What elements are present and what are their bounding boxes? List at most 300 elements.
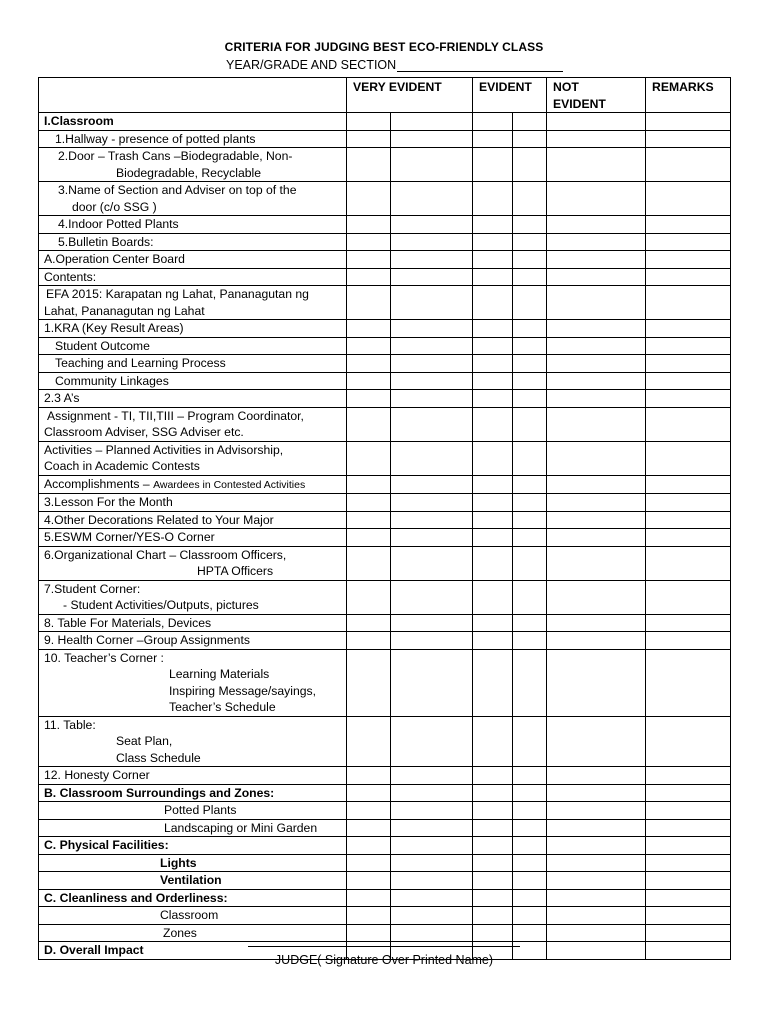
not-evident-cell[interactable] [547, 716, 646, 767]
table-row [39, 337, 731, 355]
table-row [39, 372, 731, 390]
criteria-label: Zones [39, 924, 347, 942]
evident-cell[interactable] [513, 546, 547, 580]
very-evident-cell[interactable] [391, 113, 473, 131]
evident-cell[interactable] [513, 632, 547, 650]
year-grade-section-field [226, 58, 563, 72]
evident-cell[interactable] [513, 251, 547, 269]
table-row [39, 907, 731, 925]
evident-cell[interactable] [513, 475, 547, 494]
very-evident-cell[interactable] [347, 511, 391, 529]
evident-cell[interactable] [513, 355, 547, 373]
very-evident-cell[interactable] [347, 216, 391, 234]
remarks-cell[interactable] [646, 872, 731, 890]
evident-cell[interactable] [513, 716, 547, 767]
very-evident-cell[interactable] [347, 390, 391, 408]
not-evident-cell[interactable] [547, 337, 646, 355]
table-row [39, 580, 731, 614]
very-evident-cell[interactable] [347, 268, 391, 286]
criteria-label: 12. Honesty Corner [39, 767, 347, 785]
criteria-label: C. Cleanliness and Orderliness: [39, 889, 347, 907]
not-evident-cell[interactable] [547, 372, 646, 390]
criteria-label: Ventilation [39, 872, 347, 890]
not-evident-cell[interactable] [547, 854, 646, 872]
remarks-cell[interactable] [646, 924, 731, 942]
not-evident-cell[interactable] [547, 390, 646, 408]
criteria-label: 3.Lesson For the Month [39, 494, 347, 512]
remarks-cell[interactable] [646, 182, 731, 216]
remarks-cell[interactable] [646, 529, 731, 547]
evident-cell[interactable] [473, 767, 513, 785]
very-evident-cell[interactable] [347, 148, 391, 182]
evident-cell[interactable] [513, 216, 547, 234]
very-evident-cell[interactable] [347, 337, 391, 355]
signature-line[interactable] [248, 946, 520, 947]
not-evident-header: NOT EVIDENT [547, 78, 646, 113]
very-evident-cell[interactable] [391, 580, 473, 614]
table-row [39, 148, 731, 182]
evident-cell[interactable] [473, 182, 513, 216]
table-row [39, 494, 731, 512]
very-evident-cell[interactable] [391, 716, 473, 767]
evident-cell[interactable] [473, 907, 513, 925]
not-evident-cell[interactable] [547, 286, 646, 320]
table-row [39, 784, 731, 802]
evident-cell[interactable] [473, 494, 513, 512]
very-evident-cell[interactable] [391, 286, 473, 320]
criteria-label: 11. Table: Seat Plan, Class Schedule [39, 716, 347, 767]
criteria-label: 1.Hallway - presence of potted plants [39, 130, 347, 148]
evident-cell[interactable] [473, 649, 513, 716]
very-evident-cell[interactable] [391, 494, 473, 512]
evident-cell[interactable] [513, 372, 547, 390]
evident-cell[interactable] [473, 233, 513, 251]
evident-cell[interactable] [513, 837, 547, 855]
very-evident-cell[interactable] [391, 475, 473, 494]
very-evident-cell[interactable] [391, 837, 473, 855]
table-row [39, 546, 731, 580]
very-evident-cell[interactable] [391, 819, 473, 837]
evident-cell[interactable] [473, 475, 513, 494]
table-row [39, 216, 731, 234]
table-row [39, 529, 731, 547]
criteria-label: 6.Organizational Chart – Classroom Officers, HPTA Officers [39, 546, 347, 580]
evident-cell[interactable] [513, 649, 547, 716]
remarks-cell[interactable] [646, 889, 731, 907]
remarks-cell[interactable] [646, 802, 731, 820]
evident-cell[interactable] [513, 889, 547, 907]
not-evident-cell[interactable] [547, 251, 646, 269]
evident-cell[interactable] [513, 337, 547, 355]
criteria-label: 5.ESWM Corner/YES-O Corner [39, 529, 347, 547]
very-evident-cell[interactable] [347, 632, 391, 650]
evident-cell[interactable] [473, 372, 513, 390]
evident-cell[interactable] [473, 251, 513, 269]
criteria-label: A.Operation Center Board [39, 251, 347, 269]
evident-cell[interactable] [473, 837, 513, 855]
very-evident-cell[interactable] [391, 372, 473, 390]
table-row [39, 286, 731, 320]
evident-cell[interactable] [513, 511, 547, 529]
table-row [39, 767, 731, 785]
not-evident-cell[interactable] [547, 233, 646, 251]
remarks-cell[interactable] [646, 233, 731, 251]
evident-cell[interactable] [473, 320, 513, 338]
remarks-cell[interactable] [646, 216, 731, 234]
remarks-cell[interactable] [646, 148, 731, 182]
not-evident-cell[interactable] [547, 924, 646, 942]
criteria-label: Accomplishments – Awardees in Contested Activities [39, 475, 347, 494]
table-row [39, 802, 731, 820]
very-evident-cell[interactable] [347, 320, 391, 338]
criteria-label: 4.Other Decorations Related to Your Major [39, 511, 347, 529]
very-evident-cell[interactable] [347, 355, 391, 373]
criteria-label: 8. Table For Materials, Devices [39, 614, 347, 632]
remarks-cell[interactable] [646, 942, 731, 960]
not-evident-cell[interactable] [547, 632, 646, 650]
very-evident-cell[interactable] [347, 286, 391, 320]
evident-cell[interactable] [473, 441, 513, 475]
evident-cell[interactable] [513, 407, 547, 441]
judge-signature-label: JUDGE( Signature Over Printed Name) [274, 953, 494, 967]
evident-cell[interactable] [513, 494, 547, 512]
evident-cell[interactable] [513, 802, 547, 820]
criteria-label: Student Outcome [39, 337, 347, 355]
not-evident-cell[interactable] [547, 907, 646, 925]
not-evident-cell[interactable] [547, 130, 646, 148]
very-evident-cell[interactable] [347, 767, 391, 785]
very-evident-cell[interactable] [347, 546, 391, 580]
evident-cell[interactable] [513, 767, 547, 785]
table-row [39, 889, 731, 907]
remarks-cell[interactable] [646, 546, 731, 580]
very-evident-cell[interactable] [347, 872, 391, 890]
very-evident-cell[interactable] [391, 546, 473, 580]
evident-cell[interactable] [473, 148, 513, 182]
very-evident-cell[interactable] [391, 216, 473, 234]
very-evident-cell[interactable] [347, 233, 391, 251]
very-evident-cell[interactable] [347, 907, 391, 925]
remarks-cell[interactable] [646, 372, 731, 390]
evident-cell[interactable] [473, 511, 513, 529]
very-evident-cell[interactable] [347, 889, 391, 907]
very-evident-cell[interactable] [347, 649, 391, 716]
very-evident-cell[interactable] [347, 475, 391, 494]
criteria-label: 10. Teacher’s Corner : Learning Materials Inspiring Message/sayings, Teacher’s Schedule [39, 649, 347, 716]
very-evident-cell[interactable] [391, 337, 473, 355]
criteria-label: Community Linkages [39, 372, 347, 390]
evident-cell[interactable] [473, 889, 513, 907]
table-row [39, 251, 731, 269]
very-evident-header: VERY EVIDENT [347, 78, 473, 113]
very-evident-cell[interactable] [347, 716, 391, 767]
very-evident-cell[interactable] [391, 511, 473, 529]
remarks-cell[interactable] [646, 286, 731, 320]
remarks-cell[interactable] [646, 632, 731, 650]
evident-cell[interactable] [473, 854, 513, 872]
criteria-label: 2.3 A’s [39, 390, 347, 408]
not-evident-cell[interactable] [547, 268, 646, 286]
not-evident-cell[interactable] [547, 511, 646, 529]
criteria-table [38, 77, 731, 960]
remarks-cell[interactable] [646, 390, 731, 408]
evident-cell[interactable] [513, 784, 547, 802]
evident-cell[interactable] [473, 355, 513, 373]
criteria-label: 5.Bulletin Boards: [39, 233, 347, 251]
not-evident-cell[interactable] [547, 767, 646, 785]
remarks-cell[interactable] [646, 407, 731, 441]
evident-cell[interactable] [473, 632, 513, 650]
evident-cell[interactable] [473, 580, 513, 614]
criteria-label: 3.Name of Section and Adviser on top of the door (c/o SSG ) [39, 182, 347, 216]
table-row [39, 819, 731, 837]
very-evident-cell[interactable] [347, 372, 391, 390]
evident-cell[interactable] [473, 216, 513, 234]
evident-cell[interactable] [513, 872, 547, 890]
very-evident-cell[interactable] [391, 784, 473, 802]
evident-cell[interactable] [473, 614, 513, 632]
table-row [39, 441, 731, 475]
not-evident-cell[interactable] [547, 216, 646, 234]
very-evident-cell[interactable] [391, 390, 473, 408]
evident-cell[interactable] [473, 529, 513, 547]
remarks-cell[interactable] [646, 784, 731, 802]
very-evident-cell[interactable] [391, 802, 473, 820]
criteria-label: B. Classroom Surroundings and Zones: [39, 784, 347, 802]
table-row [39, 716, 731, 767]
evident-cell[interactable] [513, 441, 547, 475]
criteria-label: 9. Health Corner –Group Assignments [39, 632, 347, 650]
criteria-label: Landscaping or Mini Garden [39, 819, 347, 837]
evident-cell[interactable] [473, 130, 513, 148]
evident-cell[interactable] [473, 924, 513, 942]
very-evident-cell[interactable] [391, 924, 473, 942]
table-row [39, 872, 731, 890]
not-evident-cell[interactable] [547, 802, 646, 820]
evident-cell[interactable] [513, 233, 547, 251]
remarks-cell[interactable] [646, 268, 731, 286]
criteria-label: Contents: [39, 268, 347, 286]
evident-cell[interactable] [473, 113, 513, 131]
criteria-label: 7.Student Corner: - Student Activities/Outputs, pictures [39, 580, 347, 614]
evident-cell[interactable] [473, 802, 513, 820]
table-row [39, 407, 731, 441]
very-evident-cell[interactable] [391, 130, 473, 148]
very-evident-cell[interactable] [391, 614, 473, 632]
evident-cell[interactable] [513, 580, 547, 614]
remarks-cell[interactable] [646, 767, 731, 785]
not-evident-cell[interactable] [547, 407, 646, 441]
very-evident-cell[interactable] [347, 924, 391, 942]
very-evident-cell[interactable] [347, 130, 391, 148]
not-evident-cell[interactable] [547, 113, 646, 131]
evident-cell[interactable] [473, 819, 513, 837]
evident-cell[interactable] [513, 819, 547, 837]
not-evident-cell[interactable] [547, 355, 646, 373]
very-evident-cell[interactable] [347, 784, 391, 802]
table-row [39, 924, 731, 942]
not-evident-cell[interactable] [547, 784, 646, 802]
table-row [39, 130, 731, 148]
criteria-label: Assignment - TI, TII,TIII – Program Coordinator, Classroom Adviser, SSG Adviser etc. [39, 407, 347, 441]
evident-cell[interactable] [473, 784, 513, 802]
criteria-label: C. Physical Facilities: [39, 837, 347, 855]
remarks-cell[interactable] [646, 475, 731, 494]
very-evident-cell[interactable] [391, 854, 473, 872]
remarks-cell[interactable] [646, 441, 731, 475]
not-evident-cell[interactable] [547, 148, 646, 182]
very-evident-cell[interactable] [391, 441, 473, 475]
very-evident-cell[interactable] [391, 767, 473, 785]
criteria-label: 2.Door – Trash Cans –Biodegradable, Non- Biodegradable, Recyclable [39, 148, 347, 182]
table-row [39, 632, 731, 650]
very-evident-cell[interactable] [347, 529, 391, 547]
remarks-cell[interactable] [646, 649, 731, 716]
very-evident-cell[interactable] [391, 872, 473, 890]
evident-cell[interactable] [513, 286, 547, 320]
very-evident-cell[interactable] [391, 632, 473, 650]
very-evident-cell[interactable] [347, 819, 391, 837]
very-evident-cell[interactable] [347, 614, 391, 632]
not-evident-cell[interactable] [547, 475, 646, 494]
very-evident-cell[interactable] [391, 907, 473, 925]
criteria-label: I.Classroom [39, 113, 347, 131]
very-evident-cell[interactable] [391, 233, 473, 251]
very-evident-cell[interactable] [391, 649, 473, 716]
very-evident-cell[interactable] [391, 148, 473, 182]
remarks-header: REMARKS [646, 78, 731, 113]
criteria-label: EFA 2015: Karapatan ng Lahat, Pananagutan ng Lahat, Pananagutan ng Lahat [39, 286, 347, 320]
remarks-cell[interactable] [646, 355, 731, 373]
not-evident-cell[interactable] [547, 494, 646, 512]
very-evident-cell[interactable] [347, 580, 391, 614]
evident-cell[interactable] [513, 320, 547, 338]
remarks-cell[interactable] [646, 494, 731, 512]
section-blank-line[interactable] [397, 59, 563, 72]
not-evident-cell[interactable] [547, 546, 646, 580]
evident-cell[interactable] [473, 872, 513, 890]
remarks-cell[interactable] [646, 907, 731, 925]
not-evident-cell[interactable] [547, 441, 646, 475]
very-evident-cell[interactable] [347, 407, 391, 441]
form-title: CRITERIA FOR JUDGING BEST ECO-FRIENDLY CLASS [224, 40, 544, 54]
criteria-header [39, 78, 347, 113]
table-row [39, 355, 731, 373]
criteria-label: Teaching and Learning Process [39, 355, 347, 373]
remarks-cell[interactable] [646, 113, 731, 131]
very-evident-cell[interactable] [347, 854, 391, 872]
very-evident-cell[interactable] [347, 837, 391, 855]
evident-cell[interactable] [513, 907, 547, 925]
remarks-cell[interactable] [646, 716, 731, 767]
remarks-cell[interactable] [646, 854, 731, 872]
very-evident-cell[interactable] [391, 268, 473, 286]
not-evident-cell[interactable] [547, 889, 646, 907]
remarks-cell[interactable] [646, 320, 731, 338]
very-evident-cell[interactable] [391, 182, 473, 216]
table-row [39, 511, 731, 529]
table-row [39, 268, 731, 286]
very-evident-cell[interactable] [347, 251, 391, 269]
very-evident-cell[interactable] [347, 441, 391, 475]
table-row [39, 475, 731, 494]
criteria-label: Potted Plants [39, 802, 347, 820]
evident-cell[interactable] [513, 924, 547, 942]
not-evident-cell[interactable] [547, 580, 646, 614]
evident-cell[interactable] [473, 716, 513, 767]
not-evident-cell[interactable] [547, 819, 646, 837]
evident-cell[interactable] [513, 148, 547, 182]
not-evident-cell[interactable] [547, 837, 646, 855]
evident-cell[interactable] [473, 286, 513, 320]
criteria-label: 1.KRA (Key Result Areas) [39, 320, 347, 338]
evident-cell[interactable] [513, 268, 547, 286]
very-evident-cell[interactable] [391, 251, 473, 269]
evident-cell[interactable] [513, 390, 547, 408]
not-evident-cell[interactable] [547, 182, 646, 216]
remarks-cell[interactable] [646, 837, 731, 855]
remarks-cell[interactable] [646, 614, 731, 632]
year-grade-section-label: YEAR/GRADE AND SECTION [226, 58, 397, 72]
not-evident-cell[interactable] [547, 649, 646, 716]
remarks-cell[interactable] [646, 580, 731, 614]
table-row [39, 649, 731, 716]
table-row [39, 837, 731, 855]
very-evident-cell[interactable] [391, 355, 473, 373]
very-evident-cell[interactable] [391, 407, 473, 441]
remarks-cell[interactable] [646, 251, 731, 269]
evident-cell[interactable] [513, 854, 547, 872]
table-row [39, 320, 731, 338]
remarks-cell[interactable] [646, 511, 731, 529]
remarks-cell[interactable] [646, 130, 731, 148]
criteria-label: Activities – Planned Activities in Advisorship, Coach in Academic Contests [39, 441, 347, 475]
evident-cell[interactable] [513, 614, 547, 632]
very-evident-cell[interactable] [391, 529, 473, 547]
evident-cell[interactable] [473, 337, 513, 355]
very-evident-cell[interactable] [347, 113, 391, 131]
evident-cell[interactable] [513, 529, 547, 547]
not-evident-cell[interactable] [547, 320, 646, 338]
table-row [39, 182, 731, 216]
evident-header: EVIDENT [473, 78, 547, 113]
criteria-label: Lights [39, 854, 347, 872]
not-evident-cell[interactable] [547, 942, 646, 960]
header-row [39, 78, 731, 113]
evident-cell[interactable] [473, 390, 513, 408]
very-evident-cell[interactable] [347, 802, 391, 820]
evident-cell[interactable] [473, 407, 513, 441]
criteria-label: Classroom [39, 907, 347, 925]
table-row [39, 113, 731, 131]
not-evident-cell[interactable] [547, 614, 646, 632]
evident-cell[interactable] [513, 113, 547, 131]
remarks-cell[interactable] [646, 819, 731, 837]
very-evident-cell[interactable] [347, 494, 391, 512]
evident-cell[interactable] [473, 268, 513, 286]
remarks-cell[interactable] [646, 337, 731, 355]
evident-cell[interactable] [473, 546, 513, 580]
very-evident-cell[interactable] [391, 889, 473, 907]
table-row [39, 614, 731, 632]
evident-cell[interactable] [513, 182, 547, 216]
criteria-label: 4.Indoor Potted Plants [39, 216, 347, 234]
not-evident-cell[interactable] [547, 529, 646, 547]
not-evident-cell[interactable] [547, 872, 646, 890]
very-evident-cell[interactable] [347, 182, 391, 216]
evident-cell[interactable] [513, 130, 547, 148]
very-evident-cell[interactable] [391, 320, 473, 338]
